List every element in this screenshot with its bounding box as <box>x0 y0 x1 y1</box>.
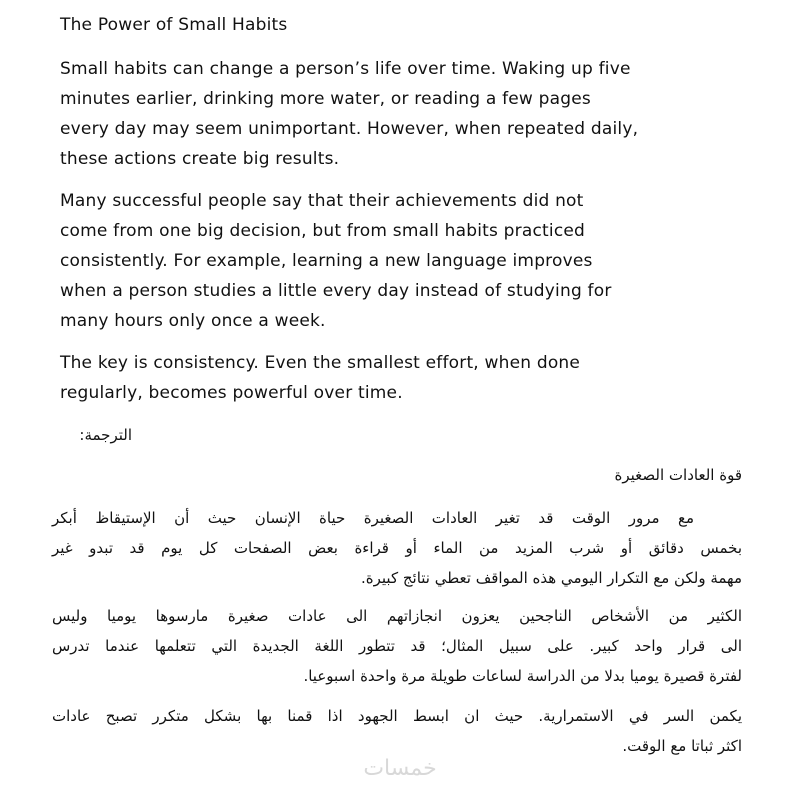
english-paragraph-3 <box>60 348 750 408</box>
text-line: لفترة قصيرة يوميا بدلا من الدراسة لساعات طويلة مرة واحدة اسبوعيا. <box>303 667 742 685</box>
text-line: The key is consistency. Even the smallest effort, when done <box>60 353 581 373</box>
arabic-paragraph-2 <box>52 601 742 691</box>
text-line: regularly, becomes powerful over time. <box>60 383 403 403</box>
arabic-paragraph-1 <box>52 503 742 593</box>
english-title: The Power of Small Habits <box>60 15 288 35</box>
text-line: مهمة ولكن مع التكرار اليومي هذه المواقف تعطي نتائج كبيرة. <box>360 569 742 587</box>
text-line: these actions create big results. <box>60 149 340 169</box>
text-line: Small habits can change a person’s life over time. Waking up five <box>60 59 631 79</box>
text-line: بخمس دقائق أو شرب المزيد من الماء أو قراءة بعض الصفحات كل يوم قد تبدو غير <box>52 539 742 557</box>
text-line: الكثير من الأشخاص الناجحين يعزون انجازاتهم الى عادات صغيرة مارسوها يوميا وليس <box>52 607 742 625</box>
text-line: اكثر ثباتا مع الوقت. <box>622 737 742 755</box>
text-line: every day may seem unimportant. However, when repeated daily, <box>60 119 639 139</box>
text-line: many hours only once a week. <box>60 311 326 331</box>
english-paragraph-2 <box>60 186 750 336</box>
text-line: minutes earlier, drinking more water, or reading a few pages <box>60 89 591 109</box>
text-line: when a person studies a little every day instead of studying for <box>60 281 612 301</box>
arabic-title: قوة العادات الصغيرة <box>614 466 742 484</box>
text-line: Many successful people say that their achievements did not <box>60 191 584 211</box>
translation-label: الترجمة: <box>79 426 132 444</box>
text-line: come from one big decision, but from small habits practiced <box>60 221 586 241</box>
english-paragraph-1 <box>60 54 750 174</box>
arabic-paragraph-3 <box>52 701 742 761</box>
text-line: الى قرار واحد كبير. على سبيل المثال؛ قد تتطور اللغة الجديدة التي تتعلمها عندما تدرس <box>52 637 742 655</box>
watermark-logo: خمسات <box>363 756 437 781</box>
text-line: مع مرور الوقت قد تغير العادات الصغيرة حياة الإنسان حيث أن الإستيقاظ أبكر <box>52 509 694 527</box>
text-line: يكمن السر في الاستمرارية. حيث ان ابسط الجهود اذا قمنا بها بشكل متكرر تصبح عادات <box>52 707 742 725</box>
text-line: consistently. For example, learning a new language improves <box>60 251 593 271</box>
